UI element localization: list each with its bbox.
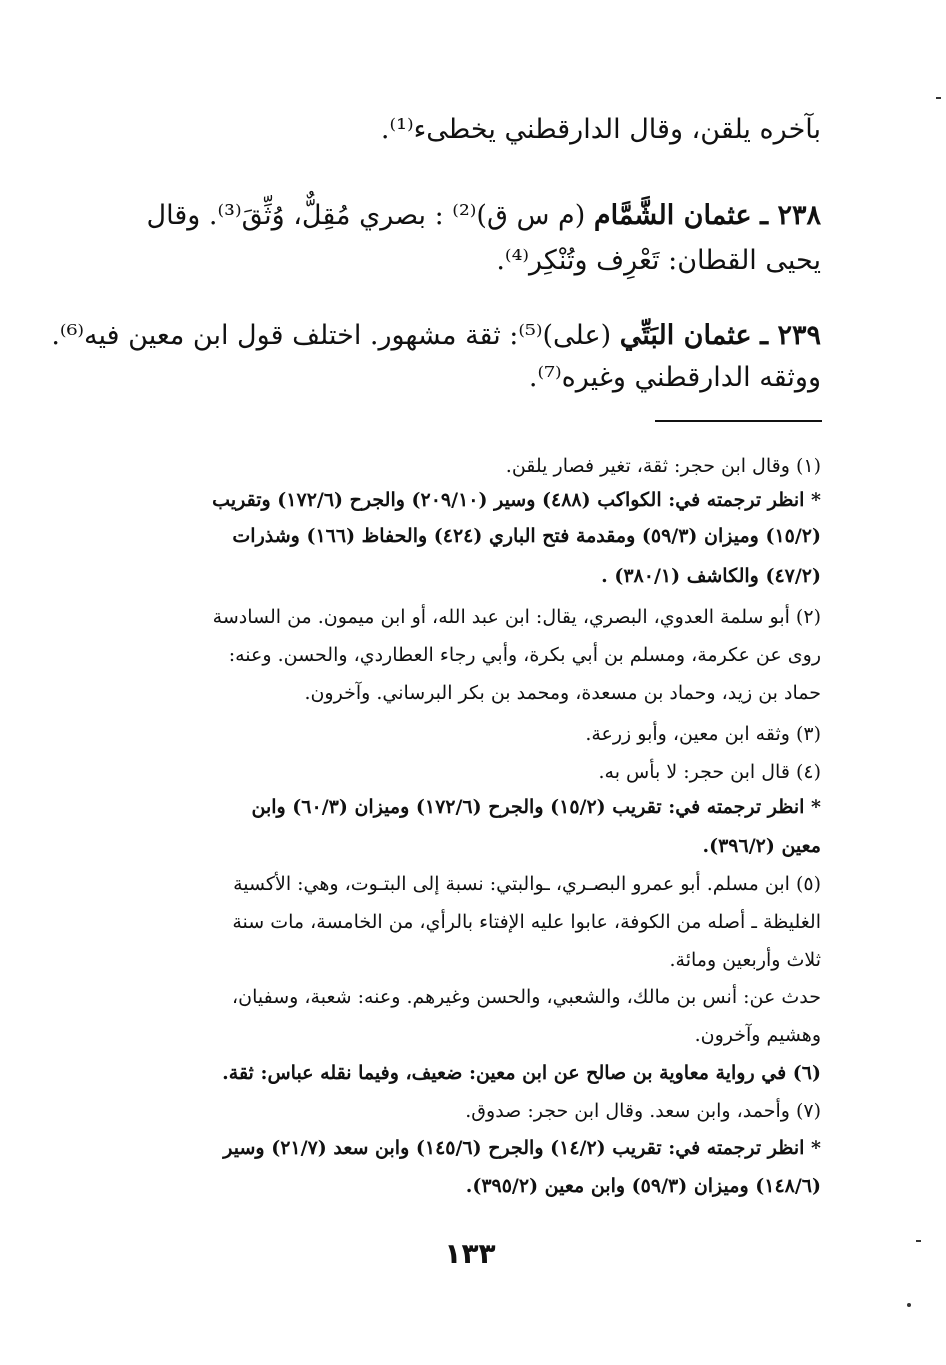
footnote-line: الغليظة ـ أصله من الكوفة، عابوا عليه الإفتاء بالرأي، من الخامسة، مات سنة [232, 911, 821, 933]
entry-238-continuation [121, 243, 821, 279]
entry-238-heading [121, 198, 821, 234]
footnote-line: (١٤٨/٦) وميزان (٥٩/٣) وابن معين (٣٩٥/٢). [465, 1175, 821, 1197]
footnote-line: (٧) وأحمد، وابن سعد. وقال ابن حجر: صدوق. [465, 1100, 821, 1122]
entry-239-line2: ووثقه الدارقطني وغيره⁽⁷⁾. [528, 362, 821, 393]
scan-mark [907, 1303, 911, 1307]
footnote-line: (٤) قال ابن حجر: لا بأس به. [598, 761, 821, 783]
footnote-line: (٤٧/٢) والكاشف (٣٨٠/١) . [601, 565, 821, 587]
text-line-continuation [121, 112, 821, 148]
footnote-line: (١) وقال ابن حجر: ثقة، تغير فصار يلقن. [505, 455, 821, 477]
entry-239-heading [51, 318, 821, 354]
page-number: ١٣٣ [444, 1237, 496, 1270]
footnote-line: ثلاث وأربعين ومائة. [669, 949, 821, 971]
footnote-line: (٥) ابن مسلم. أبو عمرو البصـري، ـوالبتي: نسبة إلى البتـوت، وهي: الأكسية [233, 873, 821, 895]
footnote-line: حماد بن زيد، وحماد بن مسعدة، ومحمد بن بكر البرساني. وآخرون. [304, 682, 821, 704]
entry-239-number: ٢٣٩ ـ [760, 320, 821, 351]
entry-239-text: (علی)⁽⁵⁾: ثقة مشهور. اختلف قول ابن معين فيه⁽⁶⁾. [51, 320, 612, 351]
scan-mark [936, 97, 941, 99]
entry-238-name: عثمان الشَّمَّام [593, 200, 752, 231]
entry-238-text: (م س ق)⁽²⁾ : بصري مُقِلٌّ، وُثِّقَ⁽³⁾. وقال [146, 200, 586, 231]
entry-239-name: عثمان البَتِّي [619, 320, 752, 351]
footnote-divider [655, 420, 822, 422]
entry-239-continuation [121, 360, 821, 396]
footnote-line: وهشيم وآخرون. [694, 1024, 821, 1046]
footnote-line: * انظر ترجمته في: تقريب (١٥/٢) والجرح (١٧٢/٦) وميزان (٦٠/٣) وابن [251, 796, 821, 818]
entry-238-line2: يحيى القطان: تَعْرِف وتُنْكِر⁽⁴⁾. [496, 245, 821, 276]
scan-mark [916, 1240, 921, 1242]
footnote-line: معين (٣٩٦/٢). [702, 835, 821, 857]
footnote-line: * انظر ترجمته في: الكواكب (٤٨٨) وسير (٢٠٩/١٠) والجرح (١٧٢/٦) وتقريب [212, 489, 821, 511]
footnote-line: حدث عن: أنس بن مالك، والشعبي، والحسن وغيرهم. وعنه: شعبة، وسفيان، [232, 986, 821, 1008]
footnote-line: (٦) في رواية معاوية بن صالح عن ابن معين: ضعيف، وفيما نقله عباس: ثقة. [222, 1062, 821, 1084]
footnote-line: * انظر ترجمته في: تقريب (١٤/٢) والجرح (١٤٥/٦) وابن سعد (٢١/٧) وسير [223, 1137, 821, 1159]
entry-238-number: ٢٣٨ ـ [760, 200, 821, 231]
text-continuation: بآخره يلقن، وقال الدارقطني يخطىء⁽¹⁾. [380, 114, 821, 145]
footnote-line: (٣) وثقه ابن معين، وأبو زرعة. [585, 723, 821, 745]
footnote-line: (٢) أبو سلمة العدوي، البصري، يقال: ابن عبد الله، أو ابن ميمون. من السادسة [212, 606, 821, 628]
footnote-line: روى عن عكرمة، ومسلم بن أبي بكرة، وأبي رجاء العطاردي، والحسن. وعنه: [228, 644, 821, 666]
footnote-line: (١٥/٢) وميزان (٥٩/٣) ومقدمة فتح الباري (٤٢٤) والحفاظ (١٦٦) وشذرات [232, 525, 821, 547]
